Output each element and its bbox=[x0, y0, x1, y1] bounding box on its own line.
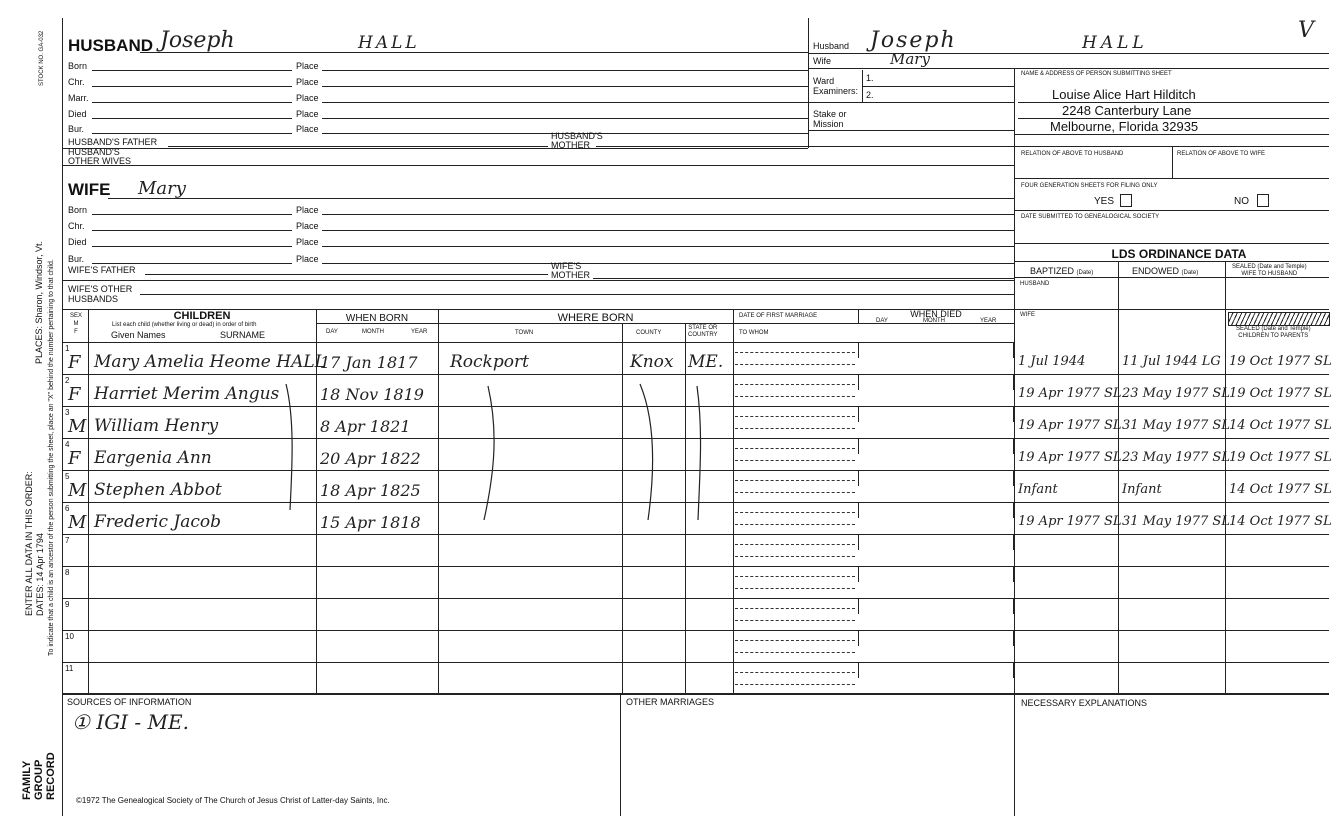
explanations-label: NECESSARY EXPLANATIONS bbox=[1021, 698, 1148, 708]
husband-place-label: Place bbox=[296, 124, 319, 134]
child-number: 6 bbox=[65, 504, 70, 513]
child-number: 4 bbox=[65, 440, 70, 449]
child-county: Knox bbox=[630, 352, 674, 372]
child-born: 18 Apr 1825 bbox=[320, 481, 421, 500]
child-born: 15 Apr 1818 bbox=[320, 513, 421, 532]
examiner-1: 1. bbox=[866, 73, 874, 83]
died-year-header: YEAR bbox=[980, 318, 997, 324]
child-baptized: Infant bbox=[1018, 482, 1058, 497]
wife-other-husbands-label: WIFE'S OTHER HUSBANDS bbox=[68, 284, 133, 304]
husband-father-label: HUSBAND'S FATHER bbox=[68, 137, 158, 147]
husband-marr-label: Marr. bbox=[68, 93, 89, 103]
no-label: NO bbox=[1234, 196, 1249, 207]
sex-header: SEX M F bbox=[69, 313, 82, 335]
lds-wife-row-label: WIFE bbox=[1020, 312, 1035, 318]
children-note: List each child (whether living or dead) in order of birth bbox=[112, 322, 257, 328]
husband-mother-label: HUSBAND'S MOTHER bbox=[551, 131, 603, 150]
ancestor-indicate-note: To indicate that a child is an ancestor of the person submitting the sheet, place an "X" behind the number pertaining to that child. bbox=[48, 259, 55, 656]
child-sex: F bbox=[68, 352, 81, 373]
child-number: 8 bbox=[65, 568, 70, 577]
places-note: PLACES: Sharon, Windsor, Vt. bbox=[34, 240, 44, 364]
wife-father-label: WIFE'S FATHER bbox=[68, 265, 136, 275]
child-sealed: 19 Oct 1977 SL bbox=[1229, 386, 1332, 401]
child-endowed: 31 May 1977 SL bbox=[1122, 418, 1230, 433]
relation-wife-label: RELATION OF ABOVE TO WIFE bbox=[1177, 151, 1266, 157]
dates-note: DATES: 14 Apr 1794 bbox=[35, 533, 45, 616]
record-title-2: GROUP bbox=[33, 759, 45, 800]
child-name: Mary Amelia Heome HALL bbox=[94, 352, 326, 372]
right-husband-given: Joseph bbox=[870, 28, 957, 53]
husband-died-label: Died bbox=[68, 109, 87, 119]
child-endowed: 23 May 1977 SL bbox=[1122, 450, 1230, 465]
born-year-header: YEAR bbox=[411, 329, 428, 335]
wife-place-label: Place bbox=[296, 254, 319, 264]
child-sealed: 19 Oct 1977 SL bbox=[1229, 354, 1332, 369]
state-header: STATE OR COUNTRY bbox=[688, 325, 718, 338]
ward-label: Ward bbox=[813, 76, 835, 86]
wife-died-label: Died bbox=[68, 237, 87, 247]
child-name: Stephen Abbot bbox=[94, 480, 222, 500]
wife-chr-label: Chr. bbox=[68, 221, 85, 231]
died-month-header: MONTH bbox=[923, 318, 945, 324]
child-sealed: 19 Oct 1977 SL bbox=[1229, 450, 1332, 465]
first-marriage-header: DATE OF FIRST MARRIAGE bbox=[739, 313, 818, 319]
child-baptized: 19 Apr 1977 SL bbox=[1018, 418, 1122, 433]
when-died-header: WHEN DIED bbox=[910, 309, 962, 319]
other-marriages-label: OTHER MARRIAGES bbox=[626, 697, 715, 707]
child-born: 18 Nov 1819 bbox=[320, 385, 424, 404]
stock-number: STOCK NO. GA-032 bbox=[39, 30, 45, 86]
child-born: 8 Apr 1821 bbox=[320, 417, 411, 436]
child-number: 7 bbox=[65, 536, 70, 545]
given-names-header: Given Names bbox=[111, 330, 166, 340]
submitter-label: NAME & ADDRESS OF PERSON SUBMITTING SHEET bbox=[1021, 71, 1172, 77]
child-number: 3 bbox=[65, 408, 70, 417]
to-whom-header: TO WHOM bbox=[739, 330, 769, 336]
child-endowed: Infant bbox=[1122, 482, 1162, 497]
child-name: Harriet Merim Angus bbox=[94, 384, 280, 404]
relation-husband-label: RELATION OF ABOVE TO HUSBAND bbox=[1021, 151, 1124, 157]
sealed-child-header: SEALED (Date and Temple) CHILDREN TO PARENTS bbox=[1236, 326, 1311, 339]
child-number: 1 bbox=[65, 344, 70, 353]
child-name: Frederic Jacob bbox=[94, 512, 222, 532]
yes-label: YES bbox=[1094, 196, 1115, 207]
endowed-header: ENDOWED (Date) bbox=[1132, 266, 1199, 276]
enter-order-note: ENTER ALL DATA IN THIS ORDER: bbox=[24, 471, 34, 616]
wife-place-label: Place bbox=[296, 205, 319, 215]
child-born: 20 Apr 1822 bbox=[320, 449, 421, 468]
check-mark: V bbox=[1298, 18, 1314, 43]
husband-bur-label: Bur. bbox=[68, 124, 85, 134]
husband-place-label: Place bbox=[296, 77, 319, 87]
child-sex: M bbox=[68, 480, 87, 501]
child-name: Eargenia Ann bbox=[94, 448, 212, 468]
lds-husband-row-label: HUSBAND bbox=[1020, 281, 1050, 287]
child-born: 17 Jan 1817 bbox=[320, 353, 418, 372]
child-town: Rockport bbox=[450, 352, 529, 372]
child-number: 11 bbox=[65, 664, 74, 673]
wife-place-label: Place bbox=[296, 237, 319, 247]
submitter-street: 2248 Canterbury Lane bbox=[1062, 103, 1192, 118]
child-sealed: 14 Oct 1977 SL bbox=[1229, 514, 1332, 529]
children-header: CHILDREN bbox=[173, 310, 231, 322]
baptized-header: BAPTIZED (Date) bbox=[1030, 266, 1094, 276]
sealed-wife-header: SEALED (Date and Temple) WIFE TO HUSBAND bbox=[1232, 264, 1307, 277]
child-endowed: 11 Jul 1944 LG bbox=[1122, 354, 1221, 369]
sources-text: ① IGI - ME. bbox=[72, 710, 189, 734]
child-baptized: 1 Jul 1944 bbox=[1018, 354, 1086, 369]
child-number: 2 bbox=[65, 376, 70, 385]
right-wife-label: Wife bbox=[813, 56, 831, 66]
town-header: TOWN bbox=[515, 330, 534, 336]
child-sealed: 14 Oct 1977 SL bbox=[1229, 482, 1332, 497]
child-endowed: 23 May 1977 SL bbox=[1122, 386, 1230, 401]
sources-label: SOURCES OF INFORMATION bbox=[67, 697, 192, 707]
examiners-label: Examiners: bbox=[813, 86, 859, 96]
husband-place-label: Place bbox=[296, 109, 319, 119]
born-day-header: DAY bbox=[326, 329, 338, 335]
examiner-2: 2. bbox=[866, 90, 874, 100]
stake-label: Stake or Mission bbox=[813, 109, 847, 129]
wife-heading: WIFE bbox=[68, 180, 111, 199]
child-number: 9 bbox=[65, 600, 70, 609]
child-number: 5 bbox=[65, 472, 70, 481]
child-sex: F bbox=[68, 384, 81, 405]
child-name: William Henry bbox=[94, 416, 219, 436]
county-header: COUNTY bbox=[636, 330, 662, 336]
child-endowed: 31 May 1977 SL bbox=[1122, 514, 1230, 529]
right-husband-surname: HALL bbox=[1082, 33, 1148, 53]
husband-place-label: Place bbox=[296, 61, 319, 71]
child-baptized: 19 Apr 1977 SL bbox=[1018, 386, 1122, 401]
surname-header: SURNAME bbox=[220, 330, 266, 340]
husband-other-wives-label: HUSBAND'S OTHER WIVES bbox=[68, 147, 132, 166]
child-sex: M bbox=[68, 416, 87, 437]
copyright: ©1972 The Genealogical Society of The Church of Jesus Christ of Latter-day Saints, Inc. bbox=[76, 796, 390, 805]
husband-chr-label: Chr. bbox=[68, 77, 85, 87]
lds-ordinance-title: LDS ORDINANCE DATA bbox=[1111, 247, 1247, 261]
record-title-3: RECORD bbox=[45, 752, 57, 800]
when-born-header: WHEN BORN bbox=[345, 313, 409, 324]
four-gen-label: FOUR GENERATION SHEETS FOR FILING ONLY bbox=[1021, 183, 1158, 189]
child-baptized: 19 Apr 1977 SL bbox=[1018, 450, 1122, 465]
wife-mother-label: WIFE'S MOTHER bbox=[551, 261, 590, 280]
died-day-header: DAY bbox=[876, 318, 888, 324]
submitter-city: Melbourne, Florida 32935 bbox=[1050, 119, 1199, 134]
child-number: 10 bbox=[65, 632, 74, 641]
husband-place-label: Place bbox=[296, 93, 319, 103]
date-submitted-label: DATE SUBMITTED TO GENEALOGICAL SOCIETY bbox=[1021, 214, 1160, 220]
right-husband-label: Husband bbox=[813, 41, 850, 51]
bottom-top-rule bbox=[62, 693, 1329, 694]
born-month-header: MONTH bbox=[362, 329, 384, 335]
child-sex: F bbox=[68, 448, 81, 469]
wife-given-name: Mary bbox=[138, 178, 186, 199]
wife-bur-label: Bur. bbox=[68, 254, 85, 264]
record-title-1: FAMILY bbox=[21, 760, 33, 800]
other-marriages-divider bbox=[620, 693, 621, 816]
wife-place-label: Place bbox=[296, 221, 319, 231]
child-baptized: 19 Apr 1977 SL bbox=[1018, 514, 1122, 529]
husband-heading: HUSBAND bbox=[68, 36, 153, 55]
right-wife-given: Mary bbox=[890, 50, 930, 68]
child-sex: M bbox=[68, 512, 87, 533]
where-born-header: WHERE BORN bbox=[557, 312, 634, 324]
husband-surname: HALL bbox=[358, 33, 420, 53]
submitter-name: Louise Alice Hart Hilditch bbox=[1052, 87, 1196, 102]
wife-born-label: Born bbox=[68, 205, 88, 215]
husband-given-name: Joseph bbox=[160, 28, 235, 53]
child-sealed: 14 Oct 1977 SL bbox=[1229, 418, 1332, 433]
child-state: ME. bbox=[688, 352, 724, 372]
husband-born-label: Born bbox=[68, 61, 88, 71]
